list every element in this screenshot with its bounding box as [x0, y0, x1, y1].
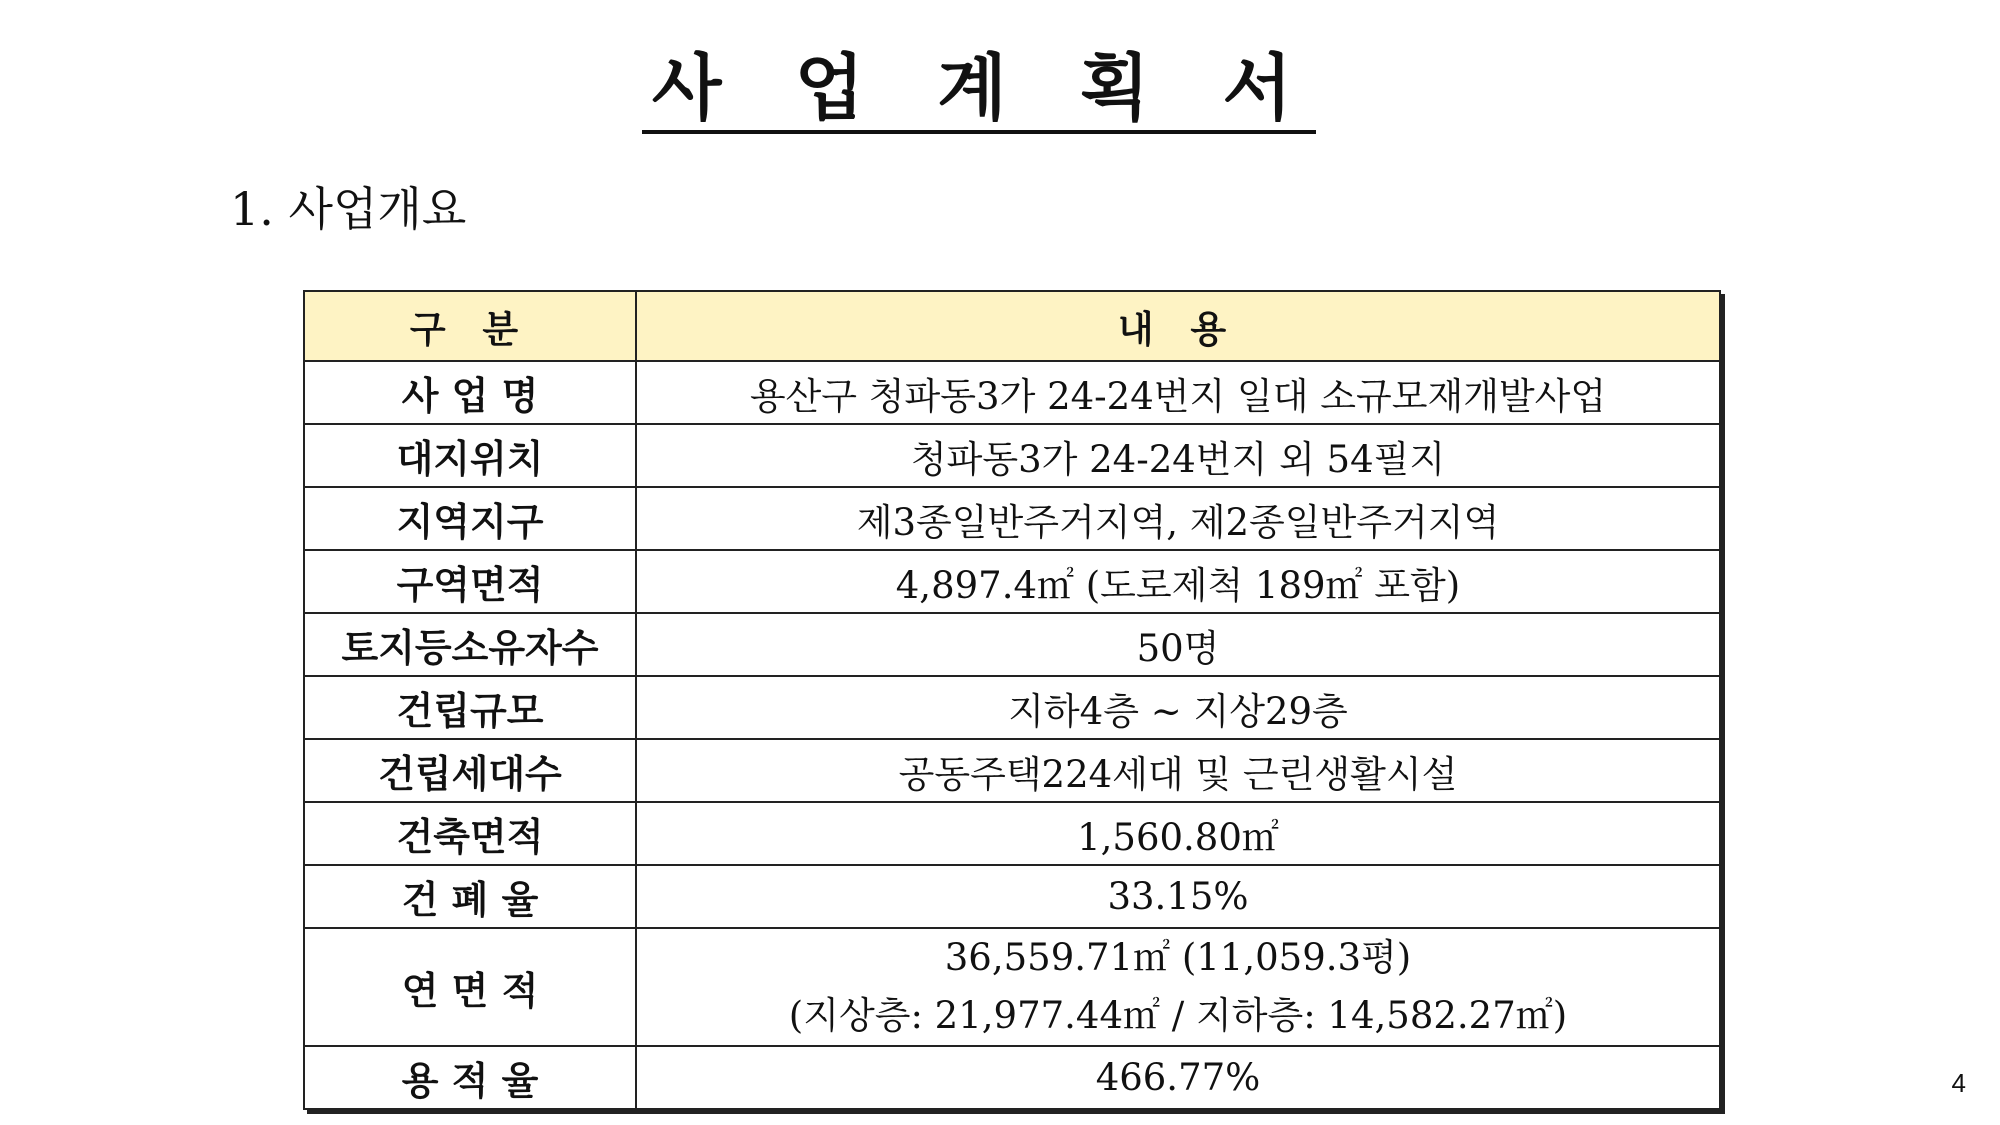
row-label: 건립세대수 — [304, 739, 636, 802]
table-row — [304, 361, 1720, 424]
row-value: 4,897.4㎡ (도로제척 189㎡ 포함) — [636, 550, 1720, 613]
table-row — [304, 676, 1720, 739]
row-value-line-2: (지상층: 21,977.44㎡ / 지하층: 14,582.27㎡) — [788, 994, 1568, 1037]
table-row — [304, 802, 1720, 865]
table-row — [304, 928, 1720, 1046]
row-value: 제3종일반주거지역, 제2종일반주거지역 — [636, 487, 1720, 550]
business-overview-table — [303, 290, 1721, 1110]
page-number: 4 — [1951, 1068, 1966, 1098]
row-value: 33.15% — [636, 865, 1720, 928]
business-overview-table-wrapper — [303, 290, 1721, 1110]
row-label: 지역지구 — [304, 487, 636, 550]
row-value: 공동주택224세대 및 근린생활시설 — [636, 739, 1720, 802]
row-label: 토지등소유자수 — [304, 613, 636, 676]
row-label: 사 업 명 — [304, 361, 636, 424]
row-value — [636, 928, 1720, 1046]
table-row — [304, 739, 1720, 802]
row-label: 건축면적 — [304, 802, 636, 865]
header-category: 구 분 — [304, 291, 636, 361]
row-label: 용 적 율 — [304, 1046, 636, 1109]
table-row — [304, 550, 1720, 613]
table-row — [304, 1046, 1720, 1109]
table-row — [304, 613, 1720, 676]
header-content: 내 용 — [636, 291, 1720, 361]
row-value-line-1: 36,559.71㎡ (11,059.3평) — [944, 936, 1412, 979]
document-title-text: 사 업 계 획 서 — [642, 52, 1316, 134]
row-value: 청파동3가 24-24번지 외 54필지 — [636, 424, 1720, 487]
row-value: 50명 — [636, 613, 1720, 676]
row-label: 구역면적 — [304, 550, 636, 613]
row-value: 466.77% — [636, 1046, 1720, 1109]
row-value: 1,560.80㎡ — [636, 802, 1720, 865]
row-value: 용산구 청파동3가 24-24번지 일대 소규모재개발사업 — [636, 361, 1720, 424]
table-row — [304, 424, 1720, 487]
row-label: 연 면 적 — [304, 928, 636, 1046]
table-row — [304, 865, 1720, 928]
document-title — [0, 45, 1958, 134]
table-row — [304, 487, 1720, 550]
row-value: 지하4층 ~ 지상29층 — [636, 676, 1720, 739]
row-label: 건립규모 — [304, 676, 636, 739]
row-label: 대지위치 — [304, 424, 636, 487]
table-header-row — [304, 291, 1720, 361]
section-heading: 1. 사업개요 — [230, 182, 467, 236]
row-label: 건 폐 율 — [304, 865, 636, 928]
